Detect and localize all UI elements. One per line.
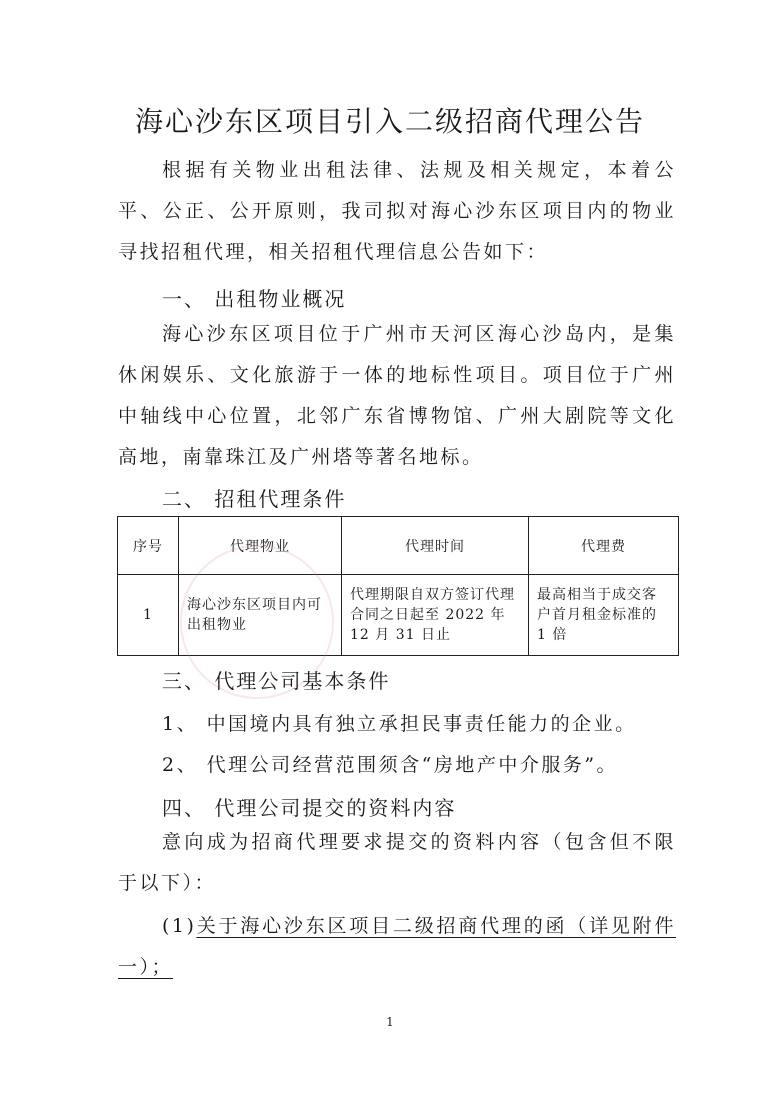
item-text: 关于海心沙东区项目二级招商代理的函（详见附件一）； [118, 915, 676, 978]
section-3-heading: 三、 代理公司基本条件 [162, 669, 391, 693]
document-title: 海心沙东区项目引入二级招商代理公告 [134, 105, 645, 138]
section-1-heading: 一、 出租物业概况 [162, 287, 347, 311]
page-number: 1 [386, 1015, 394, 1029]
table-cell-number: 1 [118, 575, 179, 656]
table-header-cell: 代理物业 [179, 517, 342, 575]
table-header-cell: 代理费 [529, 517, 679, 575]
section-4-body: 意向成为招商代理要求提交的资料内容（包含但不限于以下）： [118, 831, 676, 894]
section-2-heading: 二、 招租代理条件 [162, 487, 347, 511]
table-cell-fee: 最高相当于成交客户首月租金标准的 1 倍 [529, 575, 679, 656]
section-4-item-1 [118, 906, 676, 988]
table-cell-period: 代理期限自双方签订代理合同之日起至 2022 年 12 月 31 日止 [342, 575, 529, 656]
item-prefix: (1) [162, 915, 197, 937]
table-row [118, 575, 679, 656]
table-header-cell: 代理时间 [342, 517, 529, 575]
section-4-heading: 四、 代理公司提交的资料内容 [162, 796, 457, 820]
intro-paragraph: 根据有关物业出租法律、法规及相关规定，本着公平、公正、公开原则，我司拟对海心沙东区项目内的物业寻找招租代理，相关招租代理信息公告如下： [118, 159, 676, 263]
section-3-item: 2、 代理公司经营范围须含“房地产中介服务”。 [162, 754, 619, 776]
table-header-cell: 序号 [118, 517, 179, 575]
section-1-body: 海心沙东区项目位于广州市天河区海心沙岛内，是集休闲娱乐、文化旅游于一体的地标性项目。项目位于广州中轴线中心位置，北邻广东省博物馆、广州大剧院等文化高地，南靠珠江及广州塔等著名地标。 [118, 323, 676, 468]
section-3-item: 1、 中国境内具有独立承担民事责任能力的企业。 [162, 713, 637, 735]
table-cell-property: 海心沙东区项目内可出租物业 [179, 575, 342, 656]
table-header-row [118, 517, 679, 575]
agency-terms-table [117, 516, 679, 656]
